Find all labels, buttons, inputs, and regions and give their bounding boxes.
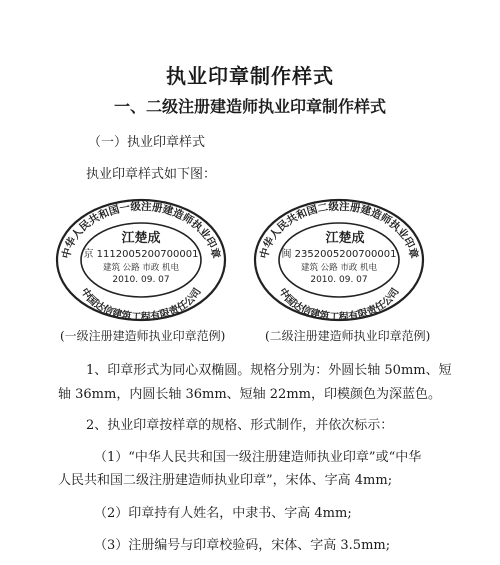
seal-bottom-arc-text: 中国达信建筑工程有限责任公司 — [276, 286, 402, 322]
item-1-line-2: 人民共和国二级注册建造师执业印章”，宋体、字高 4mm; — [58, 473, 393, 488]
subsection-heading: （一）执业印章样式 — [88, 135, 206, 150]
paragraph-2: 2、执业印章按样章的规格、形式制作，并依次标示： — [86, 418, 394, 433]
item-3: （3）注册编号与印章校验码，宋体、字高 3.5mm; — [94, 538, 391, 553]
seal-holder-name: 江楚成 — [325, 231, 365, 246]
seal-date: 2010. 09. 07 — [310, 275, 368, 285]
seal-second-class — [253, 198, 425, 322]
intro-text: 执业印章样式如下图： — [86, 167, 217, 182]
seal-first-class — [55, 198, 227, 322]
section-heading: 一、二级注册建造师执业印章制作样式 — [113, 97, 386, 116]
seal-specialties: 建筑 公路 市政 机电 — [300, 263, 378, 273]
item-2: （2）印章持有人姓名，中隶书、字高 4mm; — [94, 506, 352, 521]
seal-date: 2010. 09. 07 — [112, 275, 170, 285]
item-1-line-1: （1）“中华人民共和国一级注册建造师执业印章”或“中华 — [94, 450, 422, 465]
seal-outer-ring — [255, 200, 423, 320]
seal-reg-number: 闽 2352005200700001 — [281, 249, 397, 260]
seal-top-arc-text: 中华人民共和国二级注册建造师执业印章 — [258, 200, 420, 260]
seal-holder-name: 江楚成 — [121, 231, 161, 246]
seal-reg-number: 京 1112005200700001 — [83, 249, 199, 260]
seal-bottom-arc-text: 中国达信建筑工程有限责任公司 — [78, 286, 204, 322]
seal-specialties: 建筑 公路 市政 机电 — [102, 263, 180, 273]
seal-outer-ring — [57, 200, 225, 320]
paragraph-1-line-1: 1、印章形式为同心双椭圆。规格分别为：外圆长轴 50mm、短 — [86, 363, 452, 378]
page-title: 执业印章制作样式 — [166, 64, 334, 88]
caption-second-class: (二级注册建造师执业印章范例) — [265, 329, 431, 343]
seal-top-arc-text: 中华人民共和国一级注册建造师执业印章 — [60, 200, 222, 260]
caption-first-class: (一级注册建造师执业印章范例) — [60, 329, 226, 343]
paragraph-1-line-2: 轴 36mm，内圆长轴 36mm、短轴 22mm，印模颜色为深蓝色。 — [58, 387, 441, 402]
